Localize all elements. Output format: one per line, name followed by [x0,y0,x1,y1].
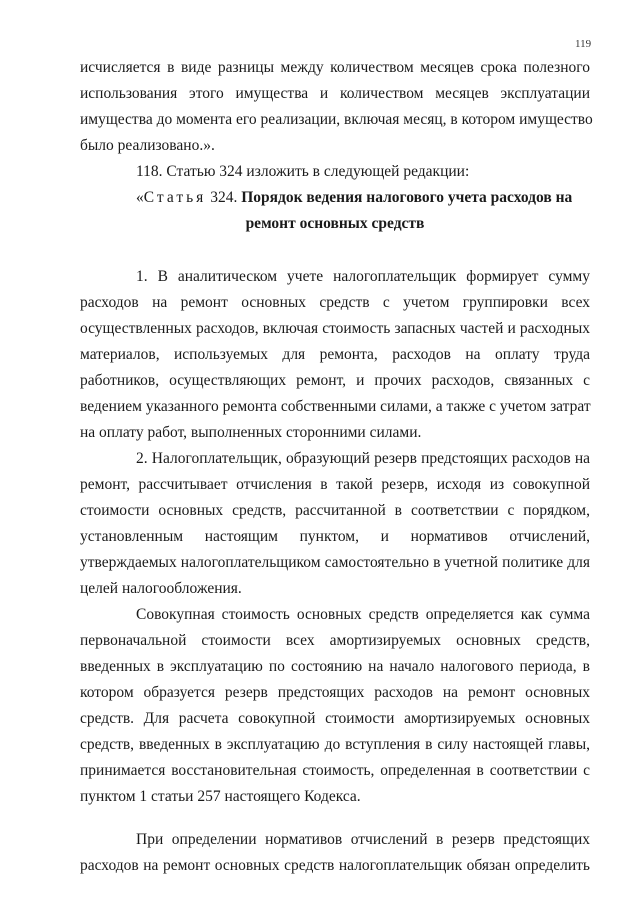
paragraph-line: материалов, используемых для ремонта, расходов на оплату труда [80,346,590,363]
article-title-line2: ремонт основных средств [245,215,425,232]
article-open-quote: « [136,189,144,206]
article-title: Порядок ведения налогового учета расходов на [237,189,573,206]
paragraph-line: принимается восстановительная стоимость, определенная в соответствии с [80,762,590,779]
paragraph-line: 2. Налогоплательщик, образующий резерв предстоящих расходов на [136,450,590,467]
paragraph-line: целей налогообложения. [80,580,242,597]
paragraph-line: стоимости основных средств, рассчитанной в соответствии с порядком, [80,502,590,519]
paragraph-line: ремонт, рассчитывает отчисления в такой резерв, исходя из совокупной [80,476,590,493]
paragraph-line: котором образуется резерв предстоящих расходов на ремонт основных [80,684,590,701]
paragraph-line: первоначальной стоимости всех амортизируемых основных средств, [80,632,590,649]
paragraph-line: использования этого имущества и количеством месяцев эксплуатации [80,85,590,102]
paragraph-line: работников, осуществляющих ремонт, и прочих расходов, связанных с [80,372,590,389]
paragraph-line: утверждаемых налогоплательщиком самостоятельно в учетной политике для [80,554,590,571]
paragraph-line: 1. В аналитическом учете налогоплательщик формирует сумму [136,268,590,285]
paragraph-line: было реализовано.». [80,137,215,154]
article-number: 324. [206,189,238,206]
paragraph-line: При определении нормативов отчислений в резерв предстоящих [136,831,590,848]
paragraph-line: средств, введенных в эксплуатацию до вступления в силу настоящей главы, [80,736,590,753]
paragraph-line: расходов на ремонт основных средств налогоплательщик обязан определить [80,857,590,874]
paragraph-line: исчисляется в виде разницы между количеством месяцев срока полезного [80,59,590,76]
paragraph-line: осуществленных расходов, включая стоимость запасных частей и расходных [80,320,590,337]
paragraph-line: Совокупная стоимость основных средств определяется как сумма [136,606,590,623]
article-word: Статья [143,189,207,206]
article-heading [136,188,590,208]
paragraph-line: на оплату работ, выполненных сторонними силами. [80,424,422,441]
paragraph-line: пунктом 1 статьи 257 настоящего Кодекса. [80,788,361,805]
paragraph-line: ведением указанного ремонта собственными силами, а также с учетом затрат [80,398,591,415]
paragraph-line: установленным настоящим пунктом, и нормативов отчислений, [80,528,590,545]
paragraph-line: введенных в эксплуатацию по состоянию на начало налогового периода, в [80,658,590,675]
amendment-item: 118. Статью 324 изложить в следующей редакции: [136,163,470,180]
paragraph-line: средств. Для расчета совокупной стоимости амортизируемых основных [80,710,590,727]
paragraph-line: расходов на ремонт основных средств с учетом группировки всех [80,294,590,311]
page-number: 119 [575,38,592,50]
paragraph-line: имущества до момента его реализации, включая месяц, в котором имущество [80,111,593,128]
